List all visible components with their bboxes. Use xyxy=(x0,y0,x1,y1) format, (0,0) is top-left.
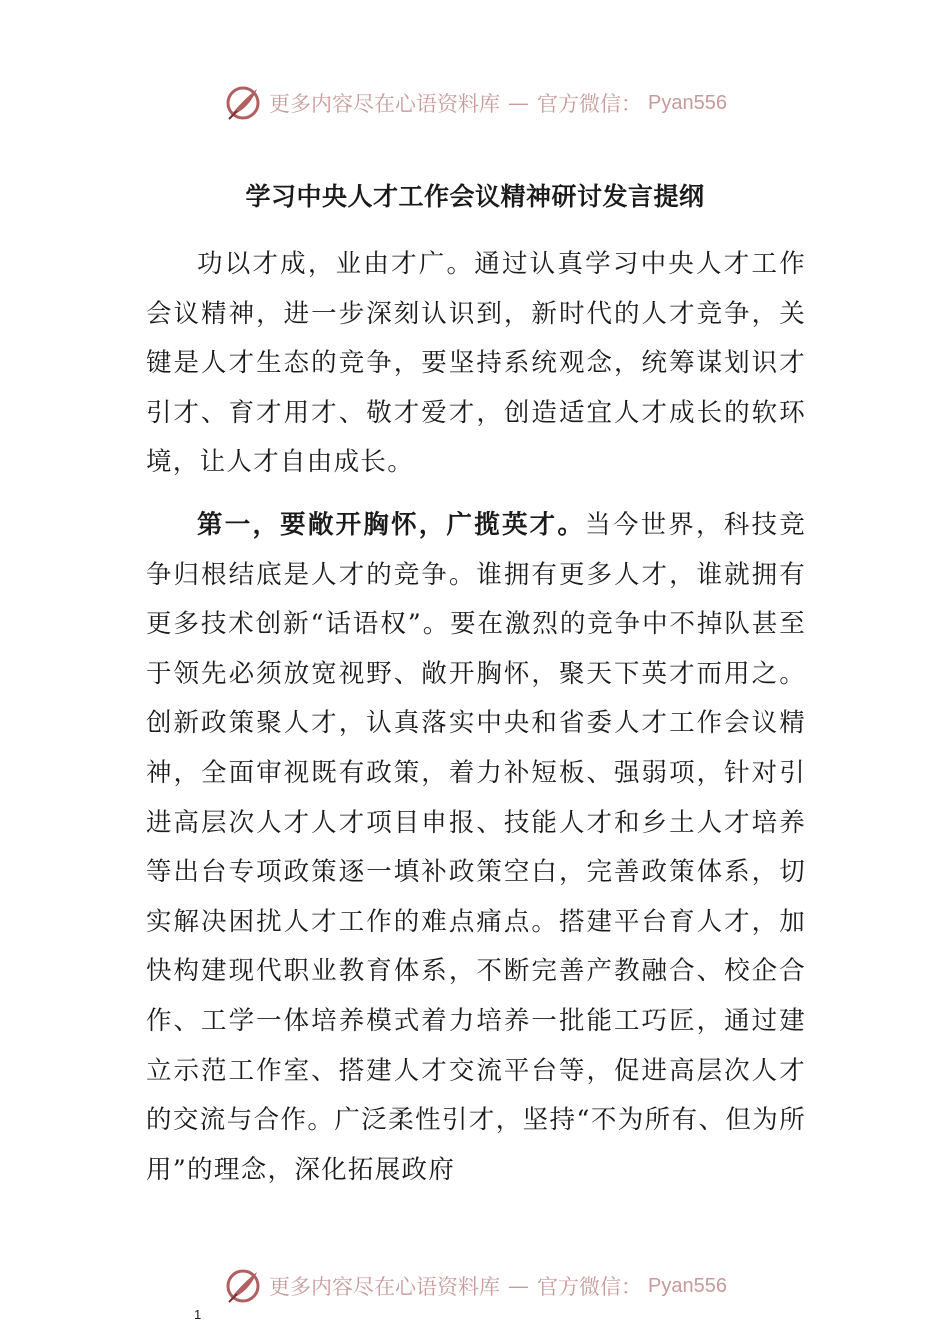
watermark-text: 更多内容尽在心语资料库 xyxy=(269,92,501,116)
page-number: 1 xyxy=(194,1307,202,1322)
watermark-channel: 官方微信： xyxy=(537,1275,643,1299)
paragraph-text: 当今世界，科技竞争归根结底是人才的竞争。谁拥有更多人才，谁就拥有更多技术创新“话语权”。要在激烈的竞争中不掉队甚至于领先必须放宽视野、敞开胸怀，聚天下英才而用之。创新政策聚人才，认真落实中央和省委人才工作会议精神，全面审视既有政策，着力补短板、强弱项，针对引进高层次人才人才项目申报、技能人才和乡土人才培养等出台专项政策逐一填补政策空白，完善政策体系，切实解决困扰人才工作的难点痛点。搭建平台育人才，加快构建现代职业教育体系，不断完善产教融合、校企合作、工学一体培养模式着力培养一批能工巧匠，通过建立示范工作室、搭建人才交流平台等，促进高层次人才的交流与合作。广泛柔性引才，坚持“不为所有、但为所用”的理念，深化拓展政府 xyxy=(146,509,807,1185)
paragraph-intro: 功以才成，业由才广。通过认真学习中央人才工作会议精神，进一步深刻认识到，新时代的人才竞争，关键是人才生态的竞争，要坚持系统观念，统筹谋划识才引才、育才用才、敬才爱才，创造适宜人才成长的软环境，让人才自由成长。 xyxy=(146,249,806,478)
footer-watermark xyxy=(0,1266,950,1306)
document-title: 学习中央人才工作会议精神研讨发言提纲 xyxy=(245,182,705,211)
quill-pen-logo-icon xyxy=(223,83,263,123)
watermark-text: 更多内容尽在心语资料库 xyxy=(269,1275,501,1299)
watermark-channel: 官方微信： xyxy=(537,92,643,116)
paragraph-heading: 第一，要敞开胸怀，广揽英才。 xyxy=(197,509,586,540)
quill-pen-logo-icon xyxy=(223,1266,263,1306)
paragraph-first-point xyxy=(146,501,806,1195)
document-body xyxy=(146,240,806,1195)
watermark-wechat-id: Pyan556 xyxy=(648,1274,727,1297)
watermark-separator: — xyxy=(508,1274,530,1298)
header-watermark xyxy=(0,83,950,123)
watermark-separator: — xyxy=(508,91,530,115)
watermark-wechat-id: Pyan556 xyxy=(648,91,727,114)
